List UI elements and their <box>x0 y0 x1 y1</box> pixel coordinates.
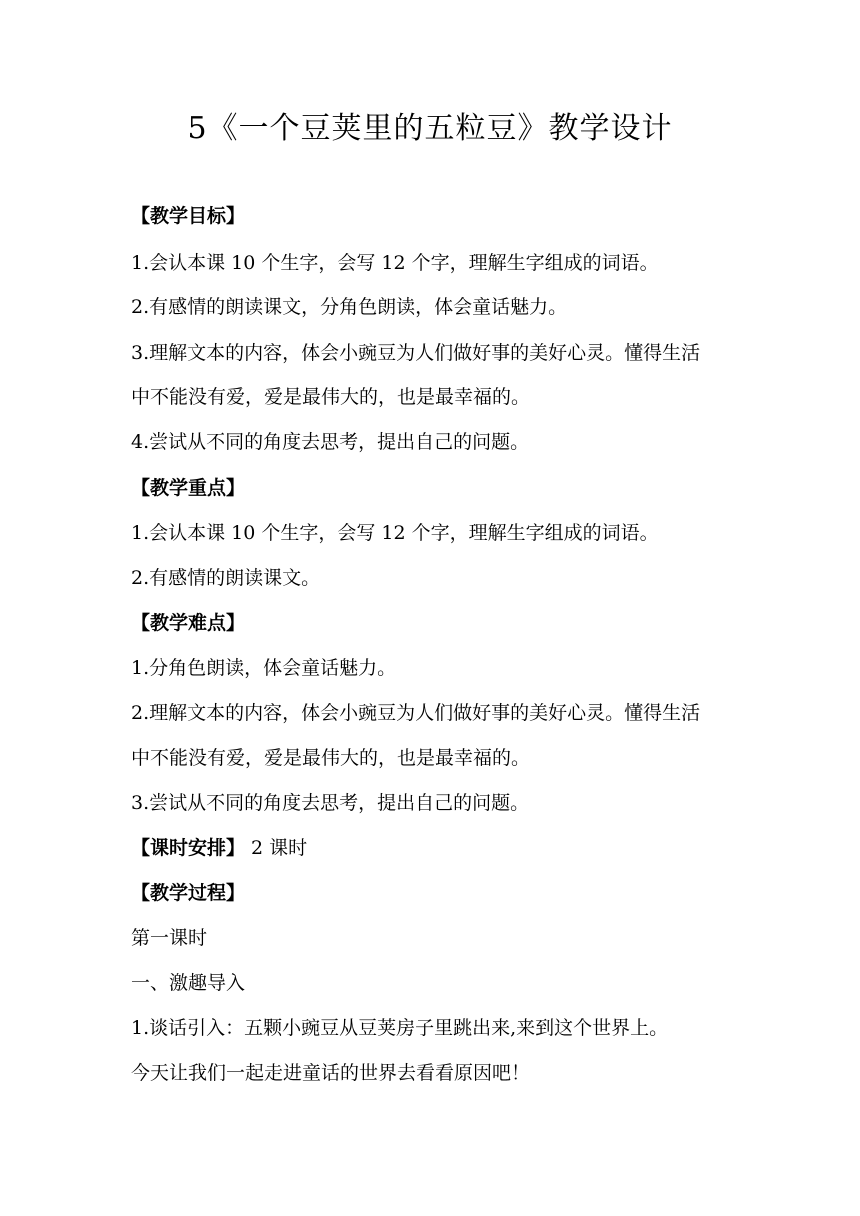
schedule-value: 2 课时 <box>245 837 308 859</box>
document-title: 5《一个豆荚里的五粒豆》教学设计 <box>187 111 673 146</box>
section-heading: 一、激趣导入 <box>131 972 246 994</box>
key-points-heading: 【教学重点】 <box>131 477 246 499</box>
objective-line: 2.有感情的朗读课文，分角色朗读，体会童话魅力。 <box>131 296 568 318</box>
difficulty-line: 2.理解文本的内容，体会小豌豆为人们做好事的美好心灵。懂得生活 <box>131 702 701 724</box>
difficulties-heading: 【教学难点】 <box>131 612 246 634</box>
objective-line: 4.尝试从不同的角度去思考，提出自己的问题。 <box>131 431 530 453</box>
objectives-heading: 【教学目标】 <box>131 205 246 227</box>
schedule-heading: 【课时安排】 <box>131 837 246 859</box>
lesson-label: 第一课时 <box>131 927 208 949</box>
key-point-line: 1.会认本课 10 个生字，会写 12 个字，理解生字组成的词语。 <box>131 522 659 544</box>
objective-line: 1.会认本课 10 个生字，会写 12 个字，理解生字组成的词语。 <box>131 252 659 274</box>
intro-line: 今天让我们一起走进童话的世界去看看原因吧！ <box>131 1062 531 1084</box>
key-point-line: 2.有感情的朗读课文。 <box>131 567 321 589</box>
difficulty-line: 1.分角色朗读，体会童话魅力。 <box>131 657 397 679</box>
intro-line: 1.谈话引入：五颗小豌豆从豆荚房子里跳出来,来到这个世界上。 <box>131 1017 669 1039</box>
objective-line-continued: 中不能没有爱，爱是最伟大的，也是最幸福的。 <box>131 386 531 408</box>
process-heading: 【教学过程】 <box>131 882 246 904</box>
difficulty-line: 3.尝试从不同的角度去思考，提出自己的问题。 <box>131 792 530 814</box>
schedule-line <box>131 833 307 863</box>
objective-line: 3.理解文本的内容，体会小豌豆为人们做好事的美好心灵。懂得生活 <box>131 342 701 364</box>
difficulty-line-continued: 中不能没有爱，爱是最伟大的，也是最幸福的。 <box>131 747 531 769</box>
